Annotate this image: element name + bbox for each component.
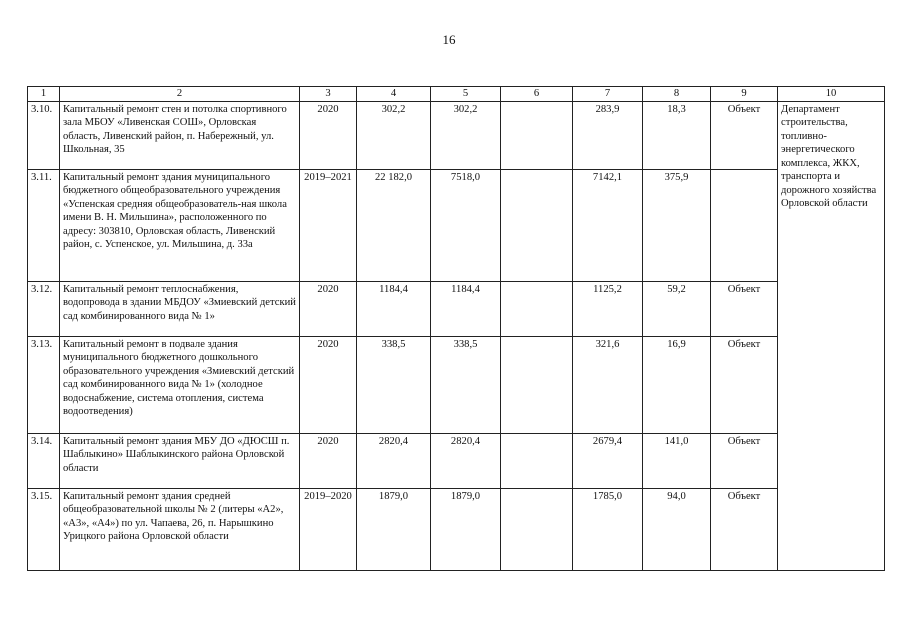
row-number: 3.15. [28, 488, 60, 570]
header-col-7: 7 [573, 87, 643, 102]
row-col9 [711, 169, 778, 281]
row-col9: Объект [711, 281, 778, 336]
row-col8: 18,3 [643, 101, 711, 169]
row-col5: 338,5 [431, 336, 501, 433]
row-col4: 302,2 [357, 101, 431, 169]
row-col9: Объект [711, 101, 778, 169]
row-years: 2020 [300, 433, 357, 488]
table-row [28, 281, 885, 336]
row-col7: 321,6 [573, 336, 643, 433]
row-years: 2020 [300, 336, 357, 433]
row-col8: 59,2 [643, 281, 711, 336]
row-col4: 338,5 [357, 336, 431, 433]
row-description: Капитальный ремонт здания средней общеобразовательной школы № 2 (литеры «А2», «А3», «А4») по ул. Чапаева, 26, п. Нарышкино Урицкого района Орловской области [60, 488, 300, 570]
row-col6 [501, 169, 573, 281]
row-col8: 94,0 [643, 488, 711, 570]
row-number: 3.14. [28, 433, 60, 488]
table-row [28, 488, 885, 570]
header-col-10: 10 [778, 87, 885, 102]
row-col6 [501, 433, 573, 488]
row-number: 3.10. [28, 101, 60, 169]
row-col6 [501, 336, 573, 433]
row-col7: 1785,0 [573, 488, 643, 570]
header-col-8: 8 [643, 87, 711, 102]
header-col-2: 2 [60, 87, 300, 102]
page-number: 16 [442, 32, 456, 47]
row-description: Капитальный ремонт здания муниципального бюджетного общеобразовательного учреждения «Успенская средняя общеобразователь-ная школа имени В. Н. Мильшина», расположенного по адресу: 303810, Орловская область, Ливенский район, с. Успенское, ул. Мильшина, д. 33а [60, 169, 300, 281]
table-row [28, 169, 885, 281]
header-col-1: 1 [28, 87, 60, 102]
row-number: 3.11. [28, 169, 60, 281]
row-description: Капитальный ремонт теплоснабжения, водопровода в здании МБДОУ «Змиевский детский сад комбинированного вида № 1» [60, 281, 300, 336]
row-col7: 1125,2 [573, 281, 643, 336]
row-col9: Объект [711, 488, 778, 570]
row-years: 2019–2020 [300, 488, 357, 570]
row-description: Капитальный ремонт в подвале здания муниципального бюджетного дошкольного образовательного учреждения «Змиевский детский сад комбинированного вида № 1» (холодное водоснабжение, система отопления, система водоотведения) [60, 336, 300, 433]
row-number: 3.12. [28, 281, 60, 336]
header-col-6: 6 [501, 87, 573, 102]
row-col6 [501, 281, 573, 336]
row-description: Капитальный ремонт здания МБУ ДО «ДЮСШ п. Шаблыкино» Шаблыкинского района Орловской области [60, 433, 300, 488]
row-col5: 2820,4 [431, 433, 501, 488]
row-years: 2020 [300, 281, 357, 336]
program-table [27, 86, 885, 571]
row-number: 3.13. [28, 336, 60, 433]
row-col4: 1879,0 [357, 488, 431, 570]
row-col8: 16,9 [643, 336, 711, 433]
row-col5: 302,2 [431, 101, 501, 169]
row-col8: 375,9 [643, 169, 711, 281]
row-col4: 2820,4 [357, 433, 431, 488]
table-row [28, 433, 885, 488]
row-col5: 7518,0 [431, 169, 501, 281]
header-col-4: 4 [357, 87, 431, 102]
row-col5: 1184,4 [431, 281, 501, 336]
row-col5: 1879,0 [431, 488, 501, 570]
header-col-3: 3 [300, 87, 357, 102]
row-col7: 283,9 [573, 101, 643, 169]
header-row [28, 87, 885, 102]
row-col6 [501, 101, 573, 169]
row-col9: Объект [711, 336, 778, 433]
responsible-department: Департамент строительства, топливно-энергетического комплекса, ЖКХ, транспорта и дорожного хозяйства Орловской области [778, 101, 885, 570]
row-col7: 2679,4 [573, 433, 643, 488]
row-years: 2019–2021 [300, 169, 357, 281]
table-row [28, 101, 885, 169]
header-col-9: 9 [711, 87, 778, 102]
row-col7: 7142,1 [573, 169, 643, 281]
row-col6 [501, 488, 573, 570]
row-col4: 1184,4 [357, 281, 431, 336]
row-description: Капитальный ремонт стен и потолка спортивного зала МБОУ «Ливенская СОШ», Орловская область, Ливенский район, п. Набережный, ул. Школьная, 35 [60, 101, 300, 169]
header-col-5: 5 [431, 87, 501, 102]
row-years: 2020 [300, 101, 357, 169]
row-col9: Объект [711, 433, 778, 488]
row-col8: 141,0 [643, 433, 711, 488]
table-row [28, 336, 885, 433]
row-col4: 22 182,0 [357, 169, 431, 281]
